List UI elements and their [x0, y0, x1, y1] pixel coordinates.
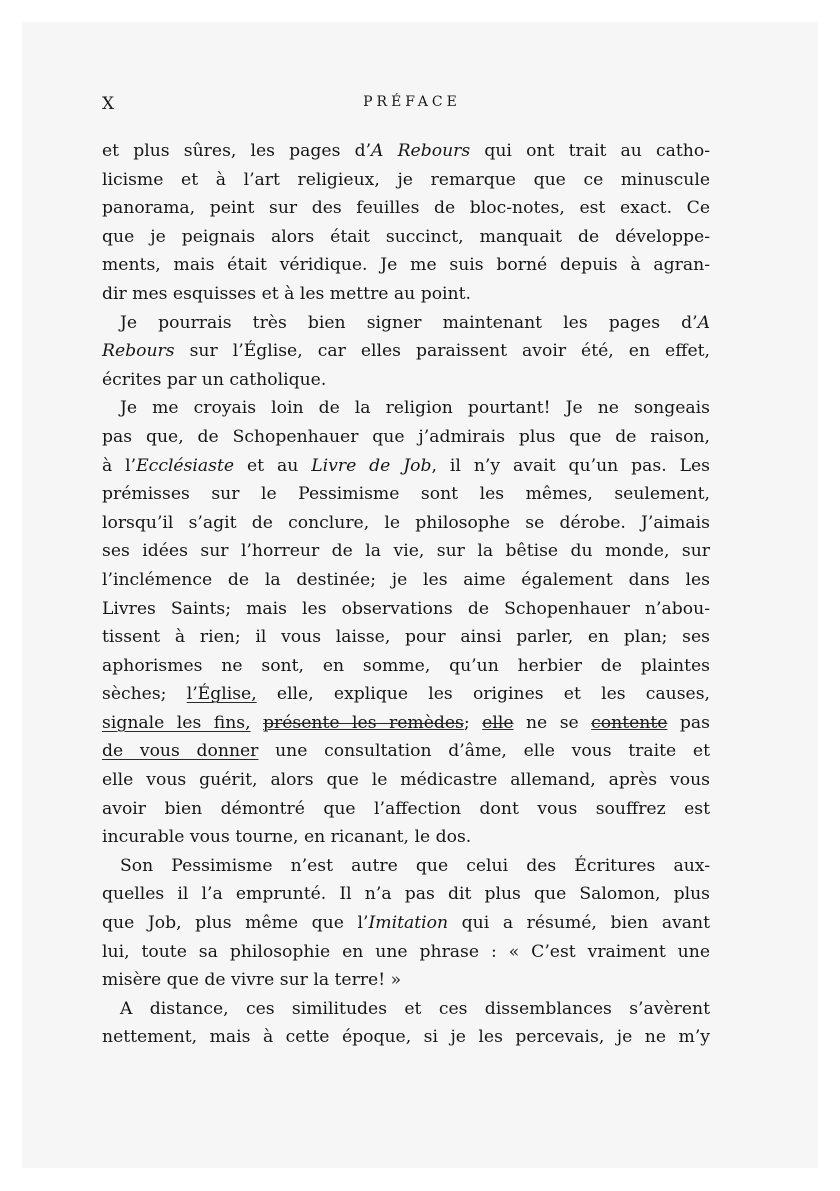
- struck-annotation: présente les remèdes: [263, 712, 464, 733]
- underlined-annotation: signale les fins,: [102, 712, 251, 733]
- text-line: [102, 166, 710, 195]
- text-line: [102, 852, 710, 881]
- text-segment: avoir bien démontré que l’affection dont vous souffrez est: [102, 798, 710, 819]
- text-segment: ments, mais était véridique. Je me suis borné depuis à agran-: [102, 255, 710, 276]
- text-segment: elle, explique les origines et les causes,: [256, 684, 711, 705]
- running-title: PRÉFACE: [363, 94, 461, 110]
- text-segment: elle vous guérit, alors que le médicastre allemand, après vous: [102, 770, 710, 791]
- text-line: [102, 423, 710, 452]
- text-line: [102, 795, 710, 824]
- text-segment: pas que, de Schopenhauer que j’admirais plus que de raison,: [102, 426, 710, 447]
- text-segment: une consultation d’âme, elle vous traite et: [258, 741, 710, 762]
- text-line: [102, 566, 710, 595]
- text-segment: misère que de vivre sur la terre! »: [102, 970, 402, 991]
- text-segment: l’inclémence de la destinée; je les aime également dans les: [102, 569, 710, 590]
- text-segment: ;: [463, 712, 483, 733]
- text-line: [102, 595, 710, 624]
- underlined-annotation: l’Église,: [186, 684, 257, 705]
- text-line: [102, 452, 710, 481]
- text-segment: sur l’Église, car elles paraissent avoir été, en effet,: [174, 341, 710, 362]
- text-segment: A distance, ces similitudes et ces dissemblances s’avèrent: [120, 998, 710, 1019]
- text-line: [102, 509, 710, 538]
- text-segment: pas: [667, 712, 710, 733]
- text-segment: Livres Saints; mais les observations de Schopenhauer n’abou-: [102, 598, 710, 619]
- text-segment: , il n’y avait qu’un pas. Les: [431, 455, 710, 476]
- text-segment: ses idées sur l’horreur de la vie, sur la bêtise du monde, sur: [102, 541, 710, 562]
- text-line: [102, 223, 710, 252]
- text-segment: tissent à rien; il vous laisse, pour ainsi parler, en plan; ses: [102, 627, 710, 648]
- text-line: [102, 537, 710, 566]
- text-line: [102, 766, 710, 795]
- text-segment: lorsqu’il s’agit de conclure, le philosophe se dérobe. J’aimais: [102, 512, 710, 533]
- text-line: [102, 280, 710, 309]
- text-segment: dir mes esquisses et à les mettre au point.: [102, 283, 471, 304]
- text-line: [102, 337, 710, 366]
- text-segment: et plus sûres, les pages d’: [102, 141, 372, 161]
- text-segment: à l’: [102, 455, 137, 476]
- text-segment: aphorismes ne sont, en somme, qu’un herbier de plaintes: [102, 655, 710, 676]
- text-segment: panorama, peint sur des feuilles de bloc-notes, est exact. Ce: [102, 198, 710, 219]
- text-segment: ne se: [513, 712, 592, 733]
- italic-title: Ecclésiaste: [136, 455, 235, 476]
- text-line: [102, 251, 710, 280]
- page-header: [102, 94, 710, 118]
- text-line: [102, 680, 710, 709]
- italic-title: Rebours: [102, 341, 175, 362]
- text-line: [102, 737, 710, 766]
- text-segment: Je pourrais très bien signer maintenant les pages d’: [120, 312, 698, 333]
- body-text: [102, 137, 710, 1052]
- page-number: X: [102, 94, 116, 114]
- text-line: [102, 823, 710, 852]
- text-segment: écrites par un catholique.: [102, 369, 327, 390]
- italic-title: Livre de Job: [311, 455, 432, 476]
- text-segment: sèches;: [102, 684, 187, 705]
- text-segment: incurable vous tourne, en ricanant, le dos.: [102, 827, 472, 848]
- text-segment: quelles il l’a emprunté. Il n’a pas dit plus que Salomon, plus: [102, 884, 710, 905]
- text-segment: Je me croyais loin de la religion pourtant! Je ne songeais: [120, 398, 710, 419]
- text-line: [102, 480, 710, 509]
- text-segment: que je peignais alors était succinct, manquait de développe-: [102, 226, 710, 247]
- italic-title: A: [697, 312, 710, 333]
- text-line: [102, 194, 710, 223]
- text-line: [102, 995, 710, 1024]
- text-line: [102, 623, 710, 652]
- text-segment: [251, 713, 263, 733]
- struck-annotation: contente: [591, 712, 668, 733]
- text-segment: et au: [234, 455, 312, 476]
- text-line: [102, 309, 710, 338]
- text-line: [102, 652, 710, 681]
- text-line: [102, 966, 710, 995]
- text-line: [102, 938, 710, 967]
- text-line: [102, 366, 710, 395]
- text-segment: Son Pessimisme n’est autre que celui des Écritures aux-: [120, 855, 710, 876]
- text-segment: que Job, plus même que l’: [102, 913, 369, 934]
- underlined-annotation: de vous donner: [102, 741, 259, 762]
- text-segment: lui, toute sa philosophie en une phrase : « C’est vraiment une: [102, 941, 710, 962]
- text-segment: licisme et à l’art religieux, je remarque que ce minuscule: [102, 169, 710, 190]
- text-line: [102, 394, 710, 423]
- text-segment: prémisses sur le Pessimisme sont les mêmes, seulement,: [102, 484, 710, 505]
- text-segment: qui a résumé, bien avant: [448, 913, 710, 934]
- text-segment: qui ont trait au catho-: [470, 141, 711, 161]
- text-line: [102, 137, 710, 166]
- text-line: [102, 709, 710, 738]
- text-line: [102, 909, 710, 938]
- text-line: [102, 1023, 710, 1052]
- struck-annotation: elle: [482, 712, 514, 733]
- text-line: [102, 880, 710, 909]
- italic-title: A Rebours: [371, 141, 471, 161]
- text-segment: nettement, mais à cette époque, si je les percevais, je ne m’y: [102, 1027, 710, 1048]
- italic-title: Imitation: [368, 913, 449, 934]
